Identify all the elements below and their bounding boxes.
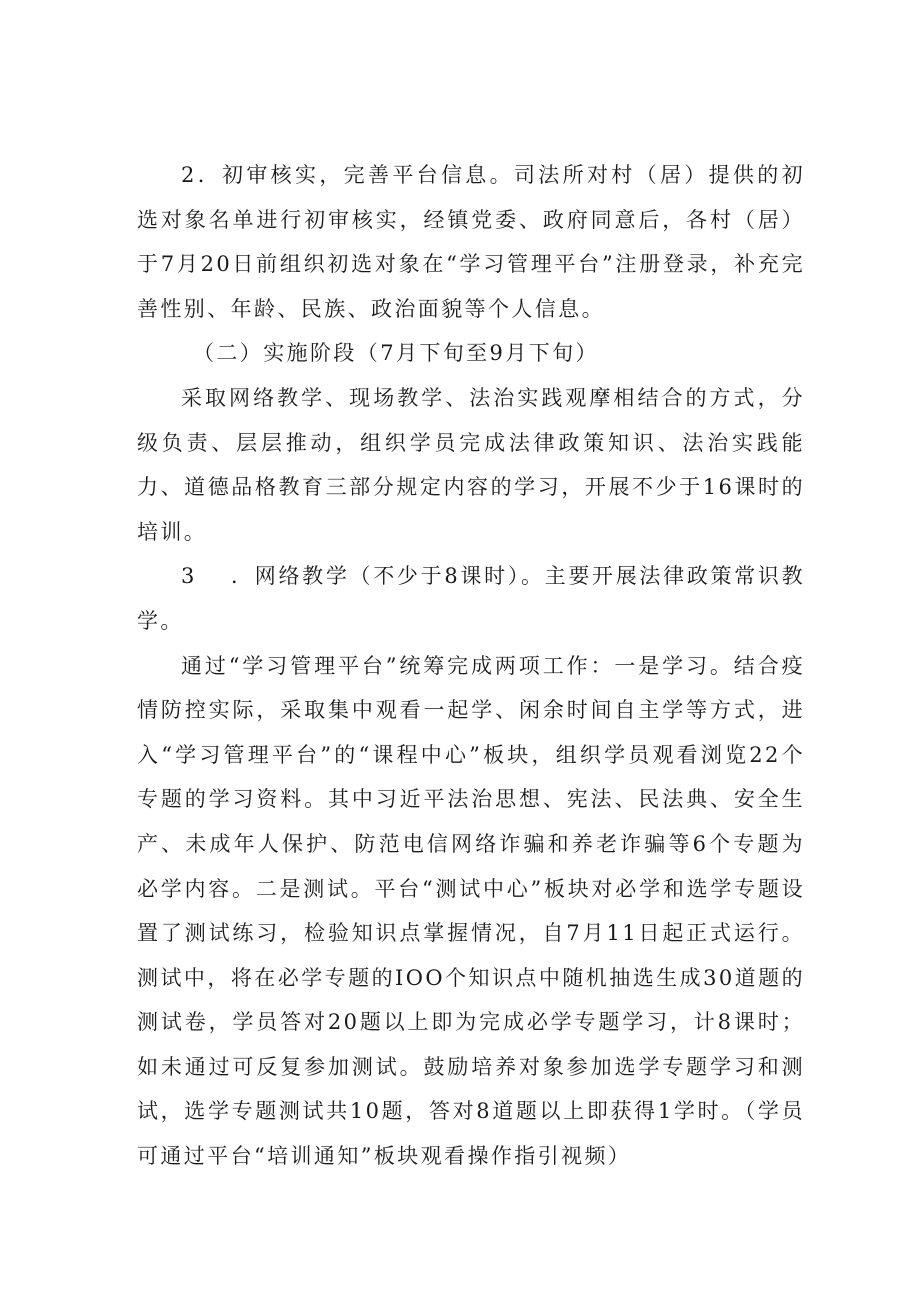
item-online-teaching: [137, 554, 805, 643]
paragraph-platform-work: 通过“学习管理平台”统筹完成两项工作：一是学习。结合疫情防控实际，采取集中观看一起学、闲余时间自主学等方式，进入“学习管理平台”的“课程中心”板块，组织学员观看浏览22个专题的学习资料。其中习近平法治思想、宪法、民法典、安全生产、未成年人保护、防范电信网络诈骗和养老诈骗等6个专题为必学内容。二是测试。平台“测试中心”板块对必学和选学专题设置了测试练习，检验知识点掌握情况，自7月11日起正式运行。测试中，将在必学专题的IOO个知识点中随机抽选生成30道题的测试卷，学员答对20题以上即为完成必学专题学习，计8课时；如未通过可反复参加测试。鼓励培养对象参加选学专题学习和测试，选学专题测试共10题，答对8道题以上即获得1学时。（学员可通过平台“培训通知”板块观看操作指引视频）: [137, 653, 805, 1169]
item-online-teaching-text: ．网络教学（不少于8课时）。主要开展法律政策常识教学。: [137, 564, 805, 633]
section-heading-implementation: （二）实施阶段（7月下旬至9月下旬）: [193, 341, 599, 366]
item-number: 3: [181, 564, 197, 589]
document-body: [137, 153, 805, 1179]
paragraph-initial-review: 2．初审核实，完善平台信息。司法所对村（居）提供的初选对象名单进行初审核实，经镇党委、政府同意后，各村（居）于7月20日前组织初选对象在“学习管理平台”注册登录，补充完善性别、年龄、民族、政治面貌等个人信息。: [137, 163, 805, 321]
paragraph-teaching-methods: 采取网络教学、现场教学、法治实践观摩相结合的方式，分级负责、层层推动，组织学员完成法律政策知识、法治实践能力、道德品格教育三部分规定内容的学习，开展不少于16课时的培训。: [137, 385, 805, 544]
